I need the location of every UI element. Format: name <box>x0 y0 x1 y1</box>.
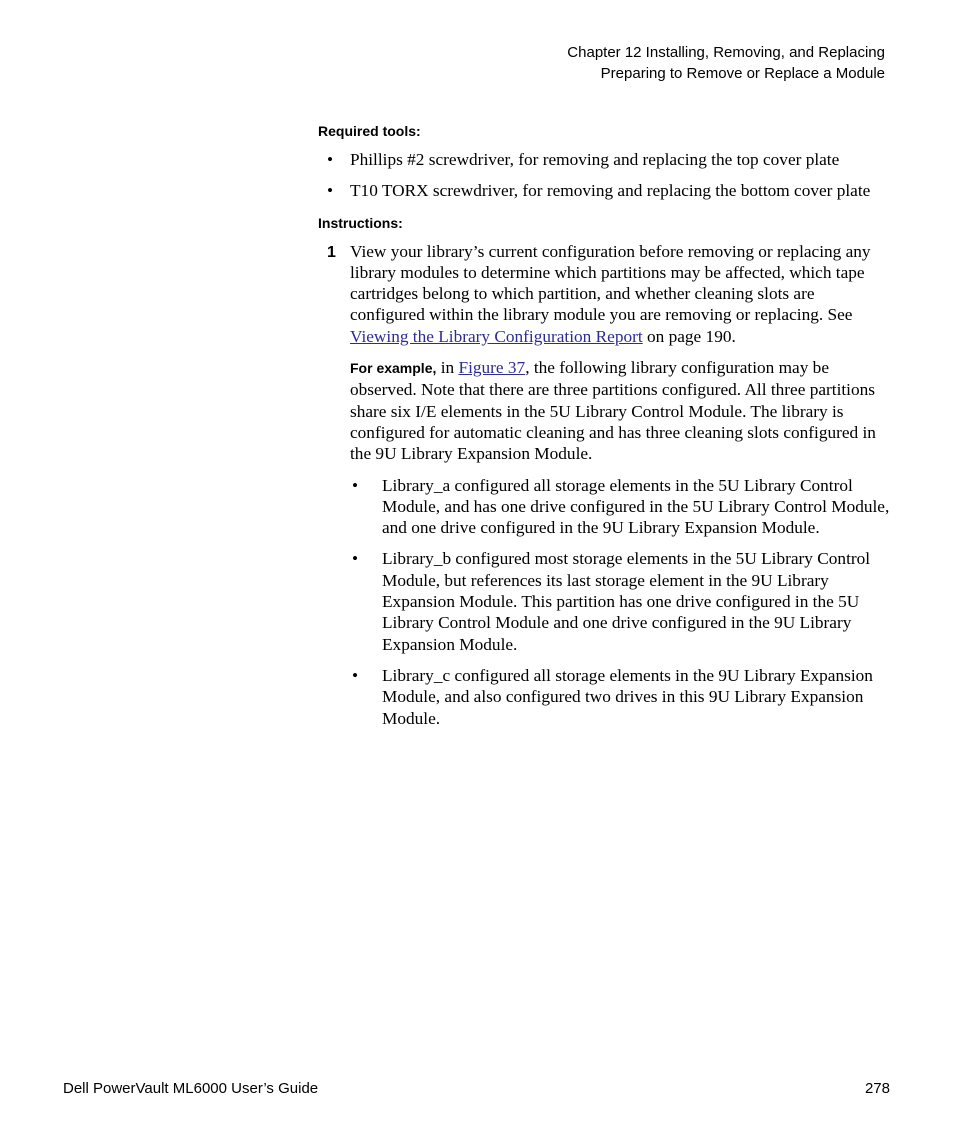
page-number: 278 <box>864 1080 890 1097</box>
example-text-part: , the following library configuration may be observed. Note that there are three partitions configured. All three partitions share six I/E elements in the 5U Library Control Module. The library is configured for automatic cleaning and has three cleaning slots configured in the 9U Library Expansion Module. <box>350 358 876 464</box>
tool-text: Phillips #2 screwdriver, for removing and replacing the top cover plate <box>350 150 840 169</box>
required-tools-list <box>318 149 890 202</box>
bullet-icon: • <box>352 475 359 495</box>
step-text-part: on page 190. <box>642 326 736 346</box>
partition-text: Library_b configured most storage elements in the 5U Library Control Module, but references its last storage element in the 9U Library Expansion Module. This partition has one drive configured in the 5U Library Control Module and one drive configured in the 9U Library Expansion Module. <box>382 549 871 654</box>
partition-list <box>350 475 890 729</box>
footer-title: Dell PowerVault ML6000 User’s Guide <box>63 1080 319 1097</box>
running-header <box>567 43 885 84</box>
instruction-step <box>318 241 890 729</box>
partition-text: Library_c configured all storage elements in the 9U Library Expansion Module, and also configured two drives in this 9U Library Expansion Module. <box>382 665 873 728</box>
instructions-heading: Instructions: <box>318 214 403 231</box>
bullet-icon: • <box>352 549 359 569</box>
step-number: 1 <box>327 243 336 261</box>
list-item <box>350 548 890 654</box>
bullet-icon: • <box>327 150 334 169</box>
partition-text: Library_a configured all storage elements in the 5U Library Control Module, and has one drive configured in the 5U Library Control Module, and one drive configured in the 9U Library Expansion Module. <box>382 475 890 538</box>
config-report-link[interactable]: Viewing the Library Configuration Report <box>350 326 643 346</box>
figure-37-link[interactable]: Figure 37 <box>458 358 526 378</box>
main-content <box>318 122 890 729</box>
bullet-icon: • <box>352 665 359 685</box>
header-chapter-title: Chapter 12 Installing, Removing, and Replacing <box>567 44 885 61</box>
example-text-part: in <box>436 358 459 378</box>
list-item <box>350 475 890 539</box>
example-lead: For example, <box>350 360 437 377</box>
list-item <box>318 149 890 170</box>
tool-text: T10 TORX screwdriver, for removing and replacing the bottom cover plate <box>350 181 871 201</box>
step-text-part: View your library’s current configuration before removing or replacing any library modules to determine which partitions may be affected, which tape cartridges belong to which partition, and whether cleaning slots are configured within the library module you are removing or replacing. See <box>350 241 871 325</box>
bullet-icon: • <box>327 181 334 201</box>
list-item <box>350 665 890 729</box>
required-tools-heading: Required tools: <box>318 123 421 139</box>
example-paragraph <box>350 357 890 464</box>
list-item <box>318 180 890 201</box>
header-section-title: Preparing to Remove or Replace a Module <box>600 64 885 82</box>
step-text <box>350 241 890 347</box>
